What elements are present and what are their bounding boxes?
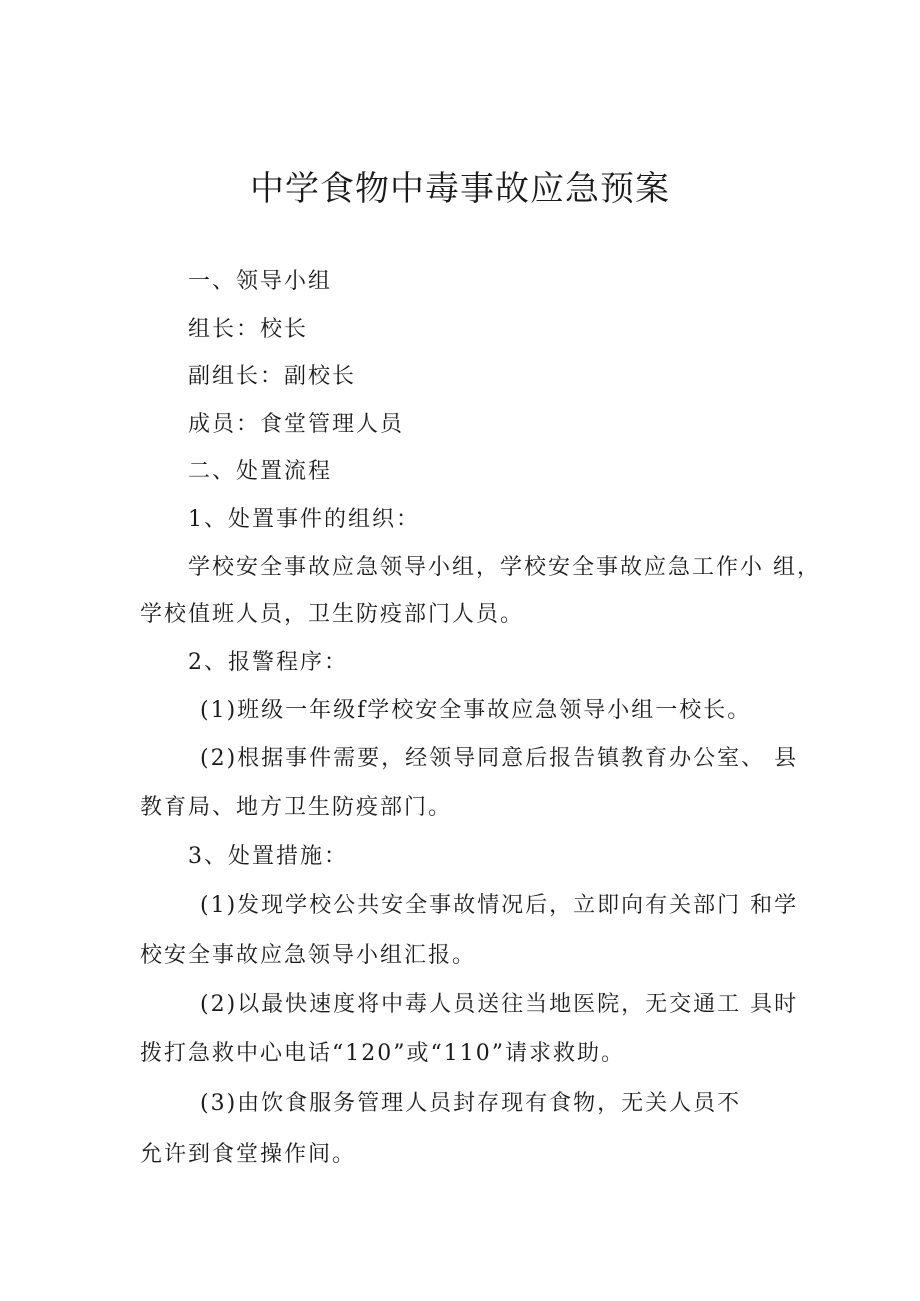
paragraph-line: (1)班级一年级f学校安全事故应急领导小组一校长。 bbox=[200, 698, 752, 723]
paragraph-line: 学校安全事故应急领导小组，学校安全事故应急工作小 组， bbox=[188, 555, 821, 580]
subsection-heading: 3、处置措施： bbox=[188, 844, 348, 869]
document-title: 中学食物中毒事故应急预案 bbox=[250, 169, 670, 209]
section-heading-leadership: 一、领导小组 bbox=[188, 269, 333, 294]
paragraph-line: 允许到食堂操作间。 bbox=[140, 1142, 357, 1167]
paragraph-line: (1)发现学校公共安全事故情况后，立即向有关部门 和学 bbox=[200, 893, 799, 918]
paragraph-line: 拨打急救中心电话“120”或“110”请求救助。 bbox=[140, 1041, 625, 1066]
section-heading-procedure: 二、处置流程 bbox=[188, 459, 333, 484]
paragraph-line: 成员：食堂管理人员 bbox=[188, 412, 405, 437]
paragraph-line: (2)以最快速度将中毒人员送往当地医院，无交通工 具时 bbox=[200, 992, 799, 1017]
paragraph-line: 副组长：副校长 bbox=[188, 364, 357, 389]
subsection-heading: 2、报警程序： bbox=[188, 650, 348, 675]
paragraph-line: (3)由饮食服务管理人员封存现有食物，无关人员不 bbox=[200, 1091, 742, 1116]
paragraph-line: 学校值班人员，卫生防疫部门人员。 bbox=[140, 602, 525, 627]
paragraph-line: 校安全事故应急领导小组汇报。 bbox=[140, 943, 477, 968]
subsection-heading: 1、处置事件的组织： bbox=[188, 507, 420, 532]
paragraph-line: 组长：校长 bbox=[188, 317, 309, 342]
paragraph-line: (2)根据事件需要，经领导同意后报告镇教育办公室、 县 bbox=[200, 746, 799, 771]
paragraph-line: 教育局、地方卫生防疫部门。 bbox=[140, 795, 453, 820]
